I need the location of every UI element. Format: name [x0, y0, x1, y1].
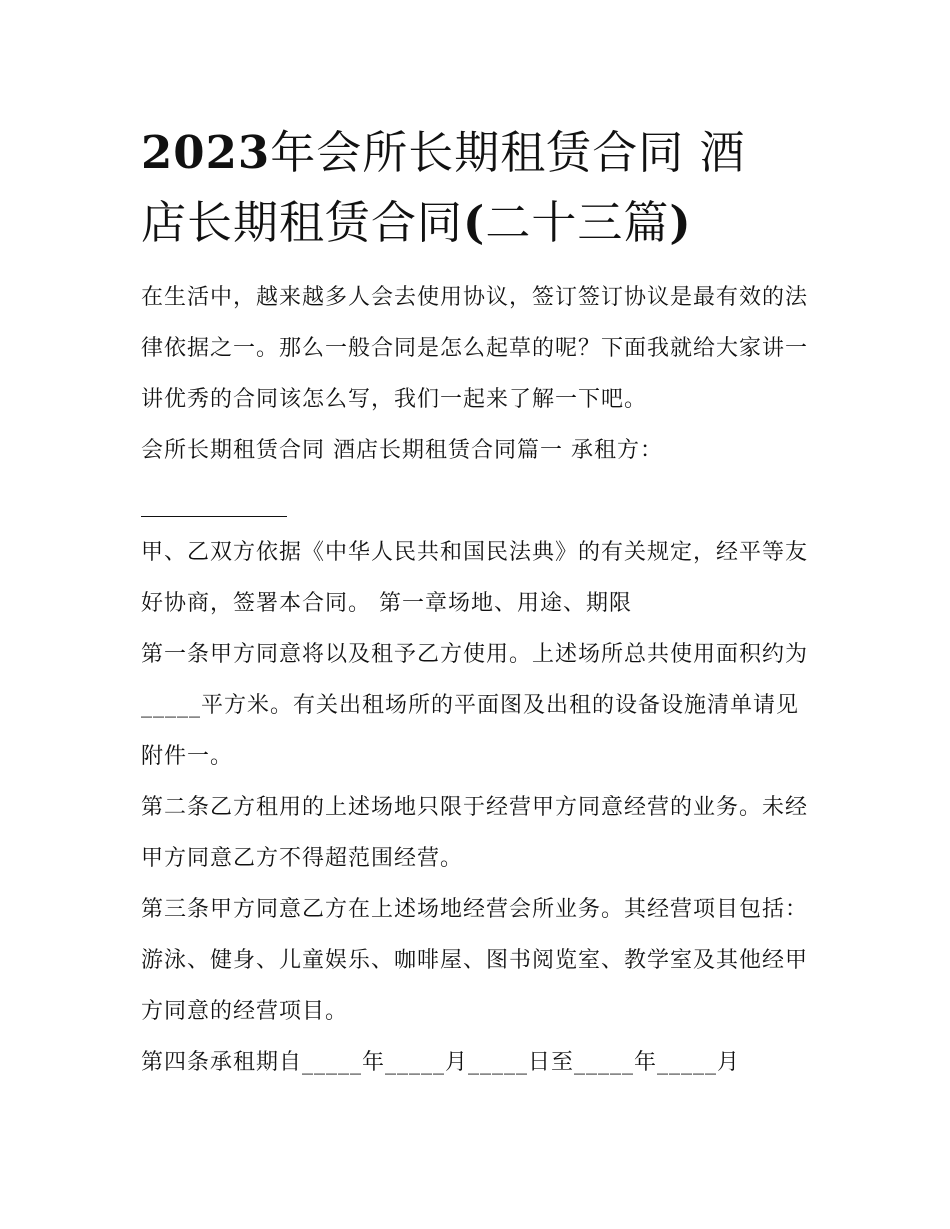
clause-article-3: 第三条甲方同意乙方在上述场地经营会所业务。其经营项目包括：游泳、健身、儿童娱乐、咖啡屋、图书阅览室、教学室及其他经甲方同意的经营项目。	[141, 897, 809, 1024]
clause-article-4: 第四条承租期自_____年_____月_____日至_____年_____月	[141, 1050, 741, 1075]
intro-paragraph: 在生活中，越来越多人会去使用协议，签订签订协议是最有效的法律依据之一。那么一般合同是怎么起草的呢？下面我就给大家讲一讲优秀的合同该怎么写，我们一起来了解一下吧。	[141, 285, 809, 412]
section-heading: 会所长期租赁合同 酒店长期租赁合同篇一 承租方：	[141, 438, 663, 463]
title-paren-open: (	[463, 196, 486, 249]
title-line2: 店长期租赁合同	[141, 196, 464, 249]
title-count: 二十三篇	[485, 196, 670, 249]
title-paren-close: )	[669, 196, 692, 249]
clause-preamble: 甲、乙双方依据《中华人民共和国民法典》的有关规定，经平等友好协商，签署本合同。 第一章场地、用途、期限	[141, 540, 809, 616]
title-line1: 年会所长期租赁合同 酒	[270, 126, 746, 179]
clause-article-2: 第二条乙方租用的上述场地只限于经营甲方同意经营的业务。未经甲方同意乙方不得超范围经营。	[141, 795, 809, 871]
clause-article-1: 第一条甲方同意将以及租予乙方使用。上述场所总共使用面积约为_____平方米。有关出租场所的平面图及出租的设备设施清单请见附件一。	[141, 642, 809, 769]
title-year: 2023	[141, 126, 271, 179]
lessee-blank-line	[141, 476, 821, 527]
document-title	[141, 118, 821, 258]
underline-rule	[141, 516, 287, 517]
document-page	[141, 118, 821, 1088]
